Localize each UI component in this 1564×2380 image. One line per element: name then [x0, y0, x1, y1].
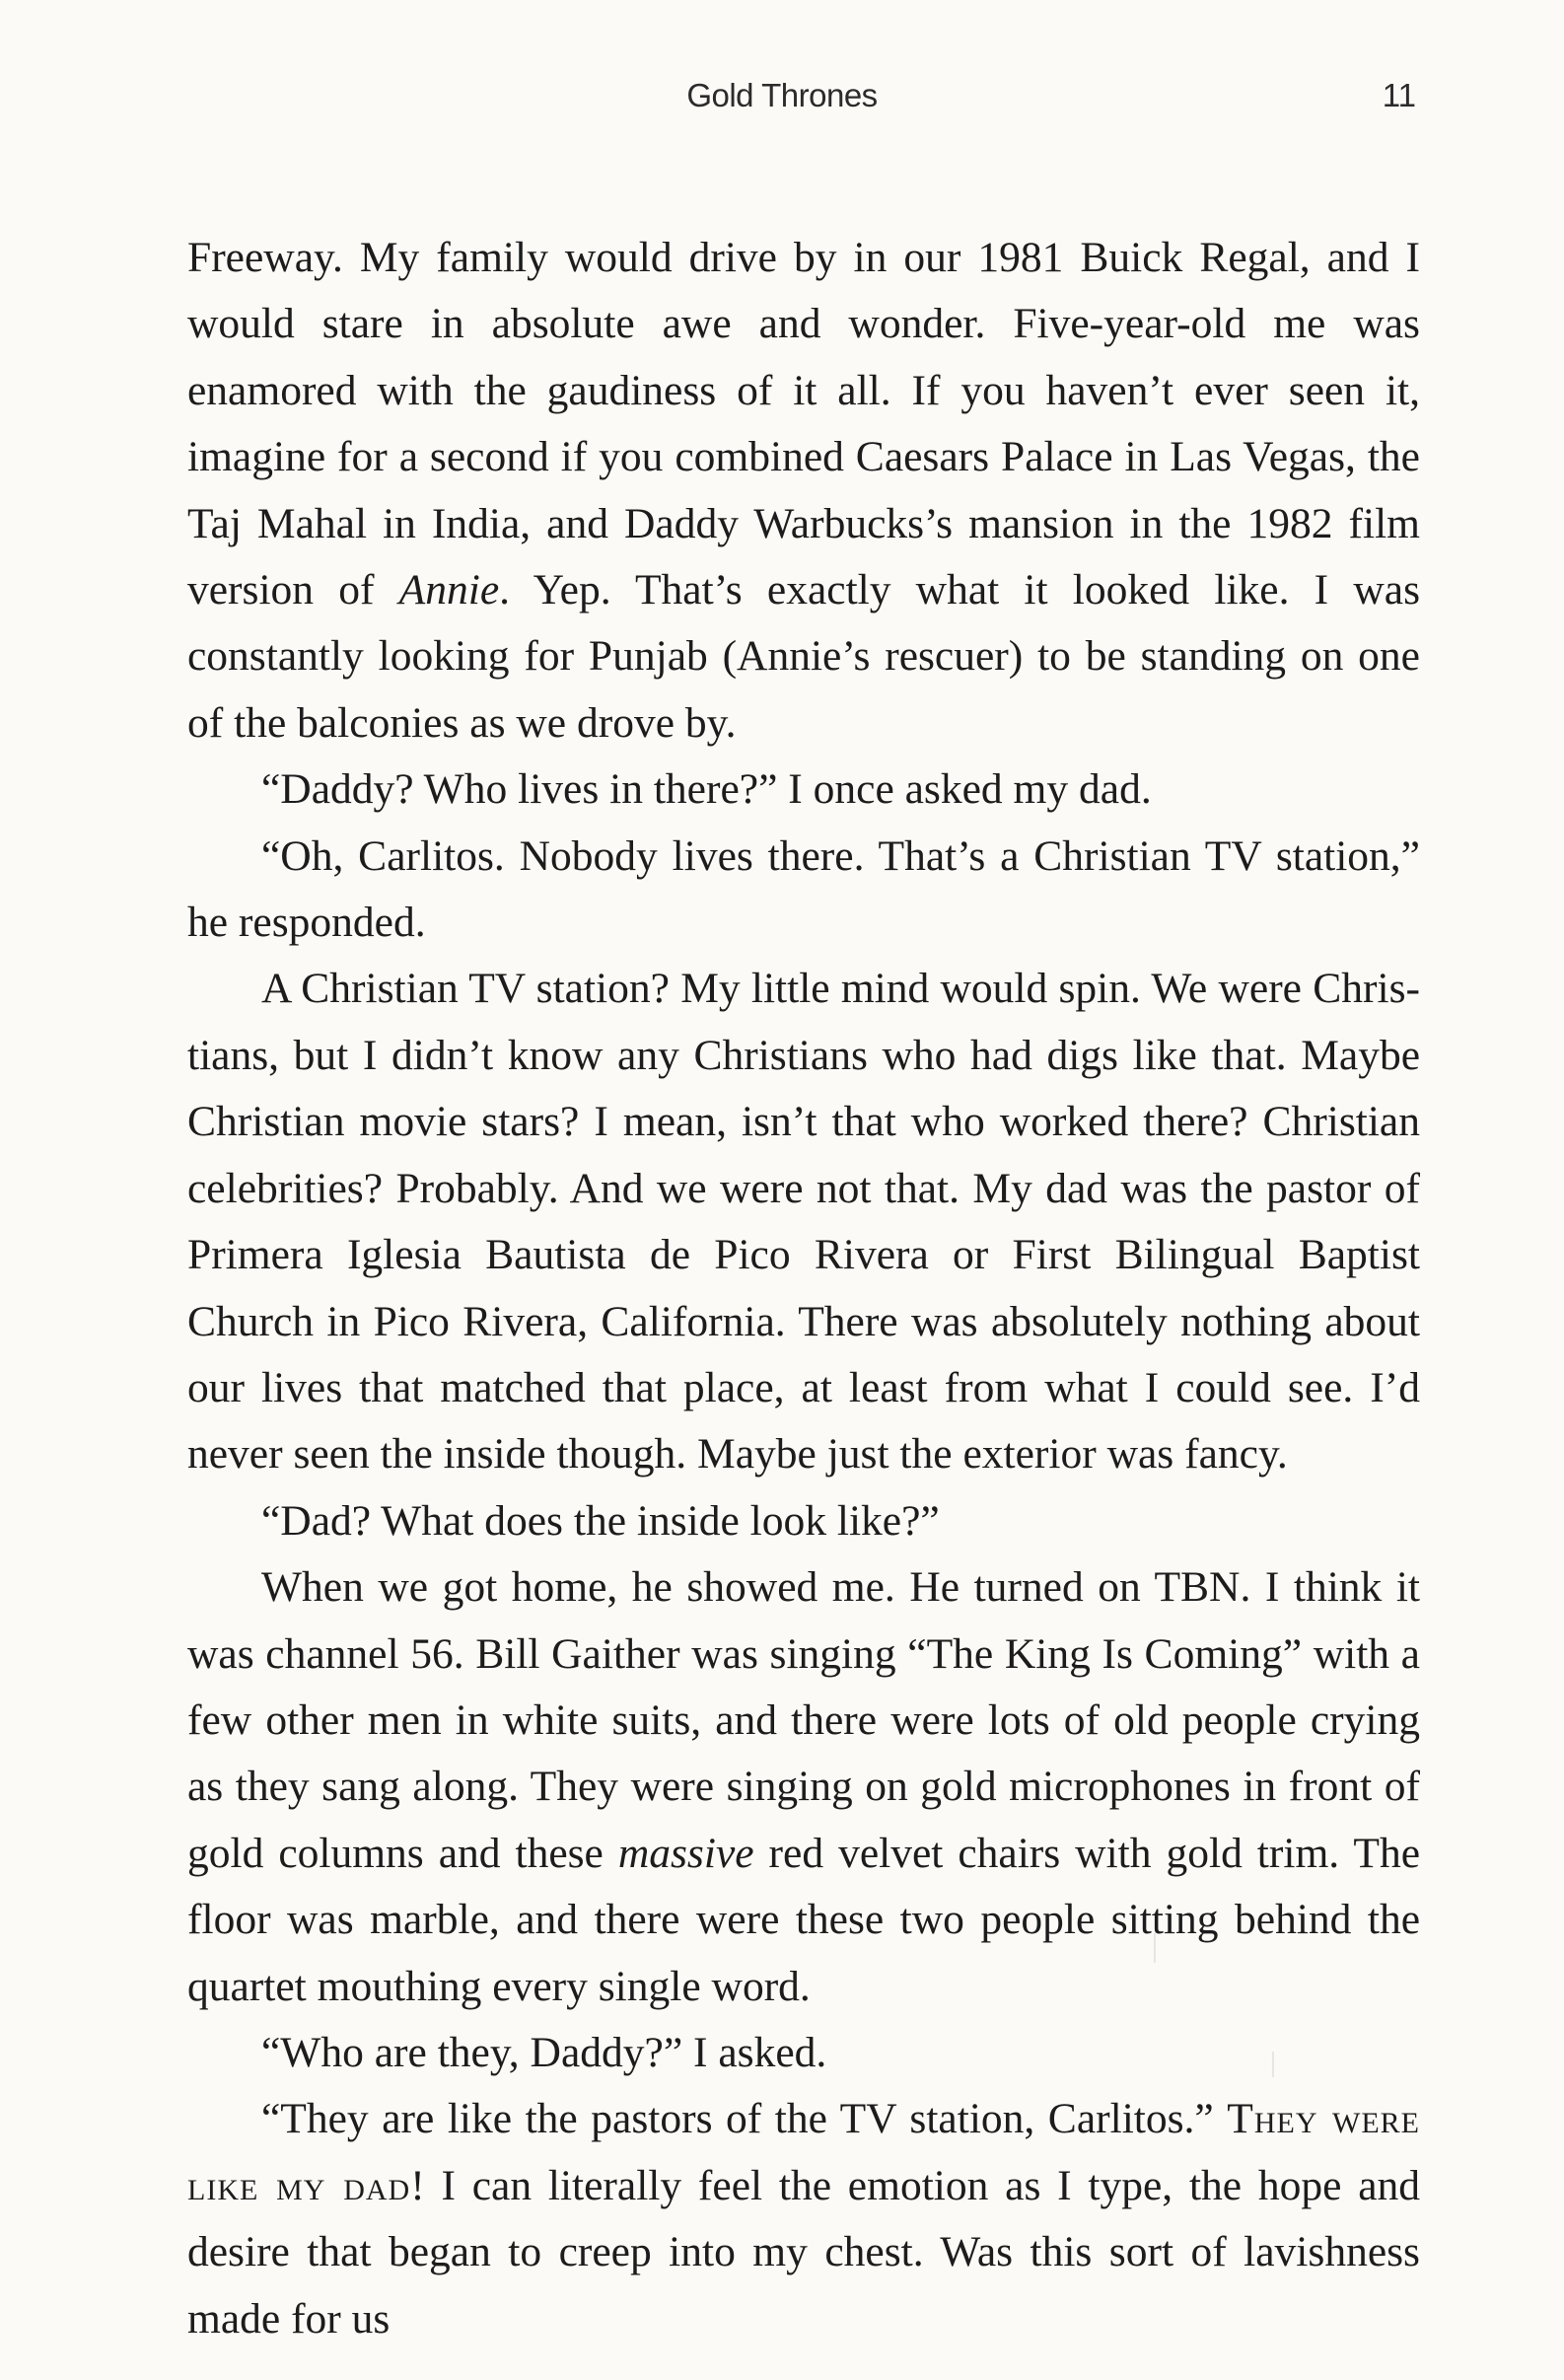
paragraph [187, 2086, 1420, 2352]
running-head [0, 69, 1564, 128]
text-run: “Dad? What does the inside look like?” [261, 1496, 940, 1545]
text-run: . Yep. That’s exactly what it looked like. I was constantly looking for Punjab (Annie’s rescuer) to be standing on one of the balconies as we drove by. [187, 566, 1420, 747]
text-run: red velvet chairs with gold trim. The floor was marble, and there were these two people sitting behind the quartet mouthing every single word. [187, 1829, 1420, 2010]
paragraph [187, 956, 1420, 1487]
text-run: “Who are they, Daddy?” I asked. [261, 2028, 827, 2076]
body-text [187, 225, 1420, 2352]
paragraph [187, 757, 1420, 823]
text-run: A Christian TV station? My little mind would spin. We were Christians, but I didn’t know any Christians who had digs like that. Maybe Christian movie stars? I mean, isn’t that who worked there? Christian celebrities? Probably. And we were not that. My dad was the pastor of Primera Iglesia Bautista de Pico Rivera or First Bilingual Baptist Church in Pico Rivera, California. There was absolutely nothing about our lives that matched that place, at least from what I could see. I’d never seen the inside though. Maybe just the exterior was fancy. [187, 965, 1420, 1478]
text-run: When we got home, he showed me. He turned on TBN. I think it was channel 56. Bill Gaither was singing “The King Is Coming” with a few other men in white suits, and there were lots of old people crying as they sang along. They were singing on gold microphones in front of gold columns and these [187, 1563, 1420, 1877]
paragraph [187, 824, 1420, 957]
paragraph [187, 2020, 1420, 2086]
running-title: Gold Thrones [686, 77, 878, 113]
text-run: “They are like the pastors of the TV station, Carlitos.” [261, 2095, 1228, 2143]
italic-text: massive [617, 1829, 754, 1877]
scan-artifact [1154, 1933, 1156, 1963]
small-caps-text: They were like my dad [187, 2095, 1420, 2209]
text-run: “Oh, Carlitos. Nobody lives there. That’s a Christian TV station,” he responded. [187, 831, 1420, 947]
paragraph [187, 1554, 1420, 2020]
italic-text: Annie [398, 566, 500, 614]
text-run: ! I can literally feel the emotion as I type, the hope and desire that began to creep into my chest. Was this sort of lavishness made for us [187, 2161, 1421, 2343]
paragraph [187, 225, 1420, 757]
paragraph [187, 1488, 1420, 1554]
page-number: 11 [1382, 77, 1416, 113]
scan-artifact [1272, 2052, 1274, 2077]
text-run: Freeway. My family would drive by in our 1981 Buick Regal, and I would stare in absolute awe and wonder. Five-year-old me was enamored with the gaudiness of it all. If you haven’t ever seen it, imagine for a second if you combined Caesars Palace in Las Vegas, the Taj Mahal in India, and Daddy Warbucks’s mansion in the 1982 film version of [187, 234, 1420, 614]
text-run: “Daddy? Who lives in there?” I once asked my dad. [261, 765, 1152, 814]
